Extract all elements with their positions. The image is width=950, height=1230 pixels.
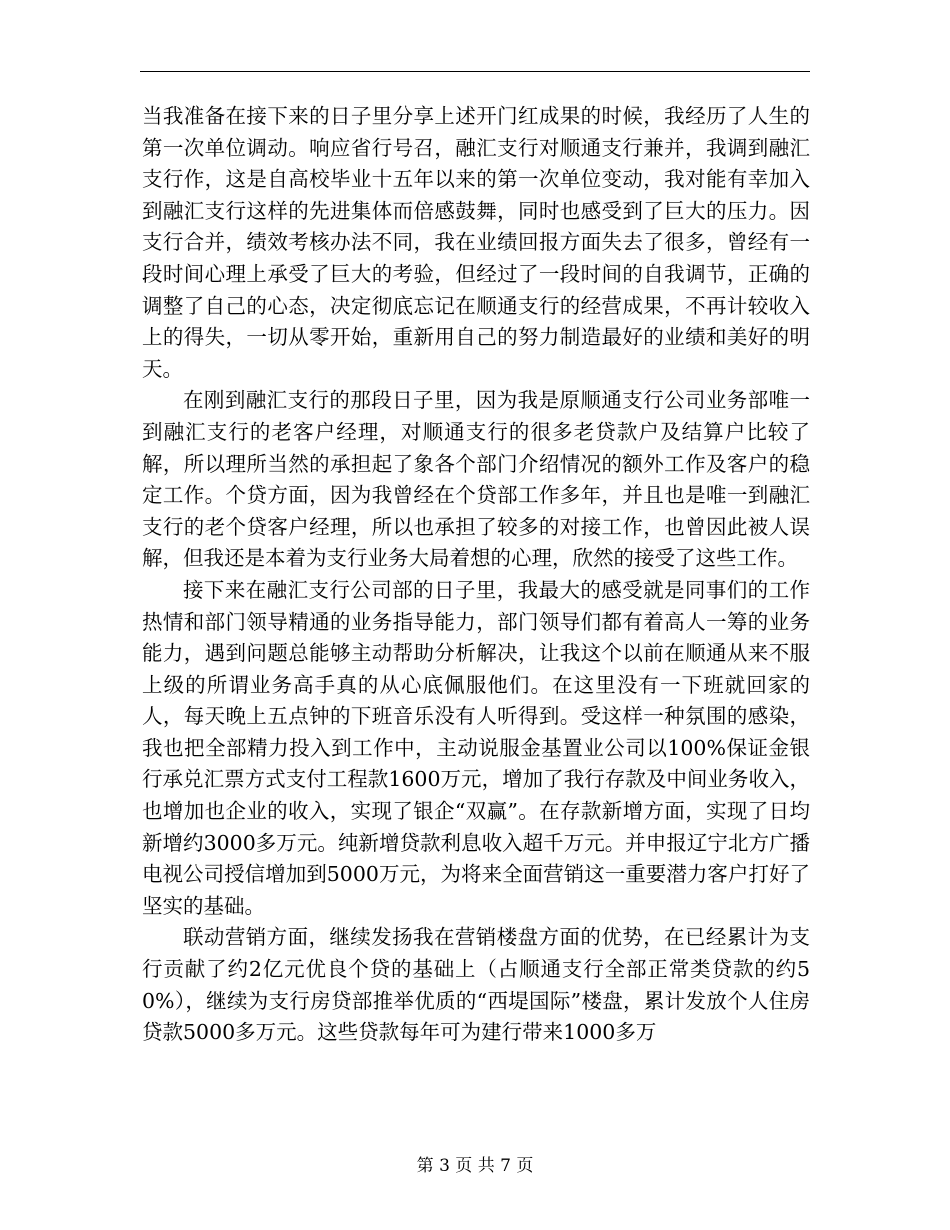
paragraph-2: 在刚到融汇支行的那段日子里，因为我是原顺通支行公司业务部唯一到融汇支行的老客户经理，对顺通支行的很多老贷款户及结算户比较了解，所以理所当然的承担起了象各个部门介绍情况的额外工作及客户的稳定工作。个贷方面，因为我曾经在个贷部工作多年，并且也是唯一到融汇支行的老个贷客户经理，所以也承担了较多的对接工作，也曾因此被人误解，但我还是本着为支行业务大局着想的心理，欣然的接受了这些工作。 <box>142 388 810 571</box>
page-number-footer: 第 3 页 共 7 页 <box>416 1156 534 1176</box>
paragraph-3: 接下来在融汇支行公司部的日子里，我最大的感受就是同事们的工作热情和部门领导精通的业务指导能力，部门领导们都有着高人一筹的业务能力，遇到问题总能够主动帮助分析解决，让我这个以前在顺通从来不服上级的所谓业务高手真的从心底佩服他们。在这里没有一下班就回家的人，每天晚上五点钟的下班音乐没有人听得到。受这样一种氛围的感染，我也把全部精力投入到工作中，主动说服金基置业公司以100%保证金银行承兑汇票方式支付工程款1600万元，增加了我行存款及中间业务收入，也增加也企业的收入，实现了银企“双赢”。在存款新增方面，实现了日均新增约3000多万元。纯新增贷款利息收入超千万元。并申报辽宁北方广播电视公司授信增加到5000万元，为将来全面营销这一重要潜力客户打好了坚实的基础。 <box>142 577 810 918</box>
body-text <box>142 101 810 1049</box>
paragraph-4: 联动营销方面，继续发扬我在营销楼盘方面的优势，在已经累计为支行贡献了约2亿元优良个贷的基础上（占顺通支行全部正常类贷款的约50%），继续为支行房贷部推举优质的“西堤国际”楼盘，累计发放个人住房贷款5000多万元。这些贷款每年可为建行带来1000多万 <box>142 925 810 1045</box>
header-rule <box>140 71 810 72</box>
paragraph-1: 当我准备在接下来的日子里分享上述开门红成果的时候，我经历了人生的第一次单位调动。响应省行号召，融汇支行对顺通支行兼并，我调到融汇支行作，这是自高校毕业十五年以来的第一次单位变动，我对能有幸加入到融汇支行这样的先进集体而倍感鼓舞，同时也感受到了巨大的压力。因支行合并，绩效考核办法不同，我在业绩回报方面失去了很多，曾经有一段时间心理上承受了巨大的考验，但经过了一段时间的自我调节，正确的调整了自己的心态，决定彻底忘记在顺通支行的经营成果，不再计较收入上的得失，一切从零开始，重新用自己的努力制造最好的业绩和美好的明天。 <box>142 104 810 381</box>
